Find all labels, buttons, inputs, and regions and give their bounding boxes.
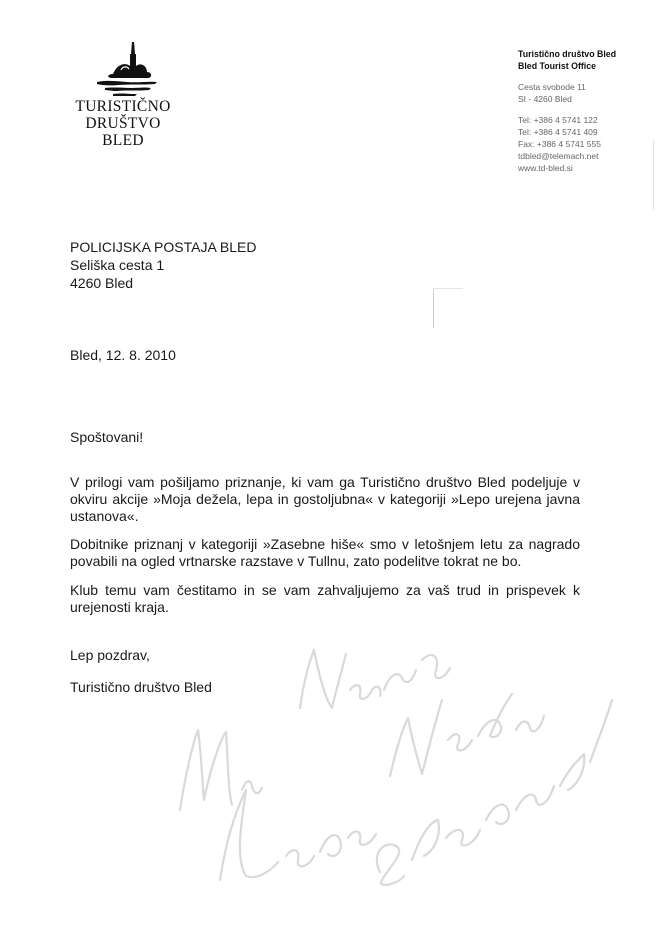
recipient-city: 4260 Bled: [70, 275, 134, 291]
bled-island-logo-icon: [83, 40, 163, 98]
body-paragraph-1: V prilogi vam pošiljamo priznanje, ki vam ga Turistično društvo Bled podeljuje v okviru akcije »Moja dežela, lepa in gostoljubna« v kategoriji »Lepo urejena javna ustanova«.: [70, 474, 580, 524]
scan-mark: [433, 288, 463, 289]
body-paragraph-2: Dobitnike priznanj v kategoriji »Zasebne hiše« smo v letošnjem letu za nagrado povabili na ogled vrtnarske razstave v Tullnu, zato podelitve tokrat ne bo.: [70, 536, 580, 569]
address-street: Cesta svobode 11: [518, 82, 586, 92]
body-paragraph-3: Klub temu vam čestitamo in se vam zahvaljujemo za vaš trud in prispevek k urejenosti kraja.: [70, 582, 580, 615]
recipient-address: [70, 238, 256, 292]
email: tdbled@telemach.net: [518, 151, 599, 161]
letter-greeting: Spoštovani!: [70, 429, 144, 445]
website: www.td-bled.si: [518, 163, 573, 173]
recipient-street: Seliška cesta 1: [70, 257, 165, 273]
logo-line-1: TURISTIČNO: [75, 98, 171, 115]
logo-line-2: DRUŠTVO: [85, 115, 161, 132]
phone-2: Tel: +386 4 5741 409: [518, 127, 598, 137]
org-name: Turistično društvo Bled: [518, 49, 617, 59]
recipient-name: POLICIJSKA POSTAJA BLED: [70, 239, 257, 255]
letter-date: Bled, 12. 8. 2010: [70, 347, 176, 363]
scan-mark: [653, 140, 654, 210]
scan-mark: [433, 288, 434, 328]
letter-sender: Turistično društvo Bled: [70, 679, 212, 695]
letter-closing: Lep pozdrav,: [70, 647, 150, 663]
logo: [68, 40, 178, 149]
fax: Fax: +386 4 5741 555: [518, 139, 601, 149]
phone-1: Tel: +386 4 5741 122: [518, 115, 598, 125]
logo-line-3: BLED: [102, 132, 144, 149]
handwritten-watermark: [150, 590, 630, 890]
org-name-en: Bled Tourist Office: [518, 60, 597, 71]
address-postal: SI - 4260 Bled: [518, 94, 572, 104]
contact-block: [518, 49, 656, 174]
